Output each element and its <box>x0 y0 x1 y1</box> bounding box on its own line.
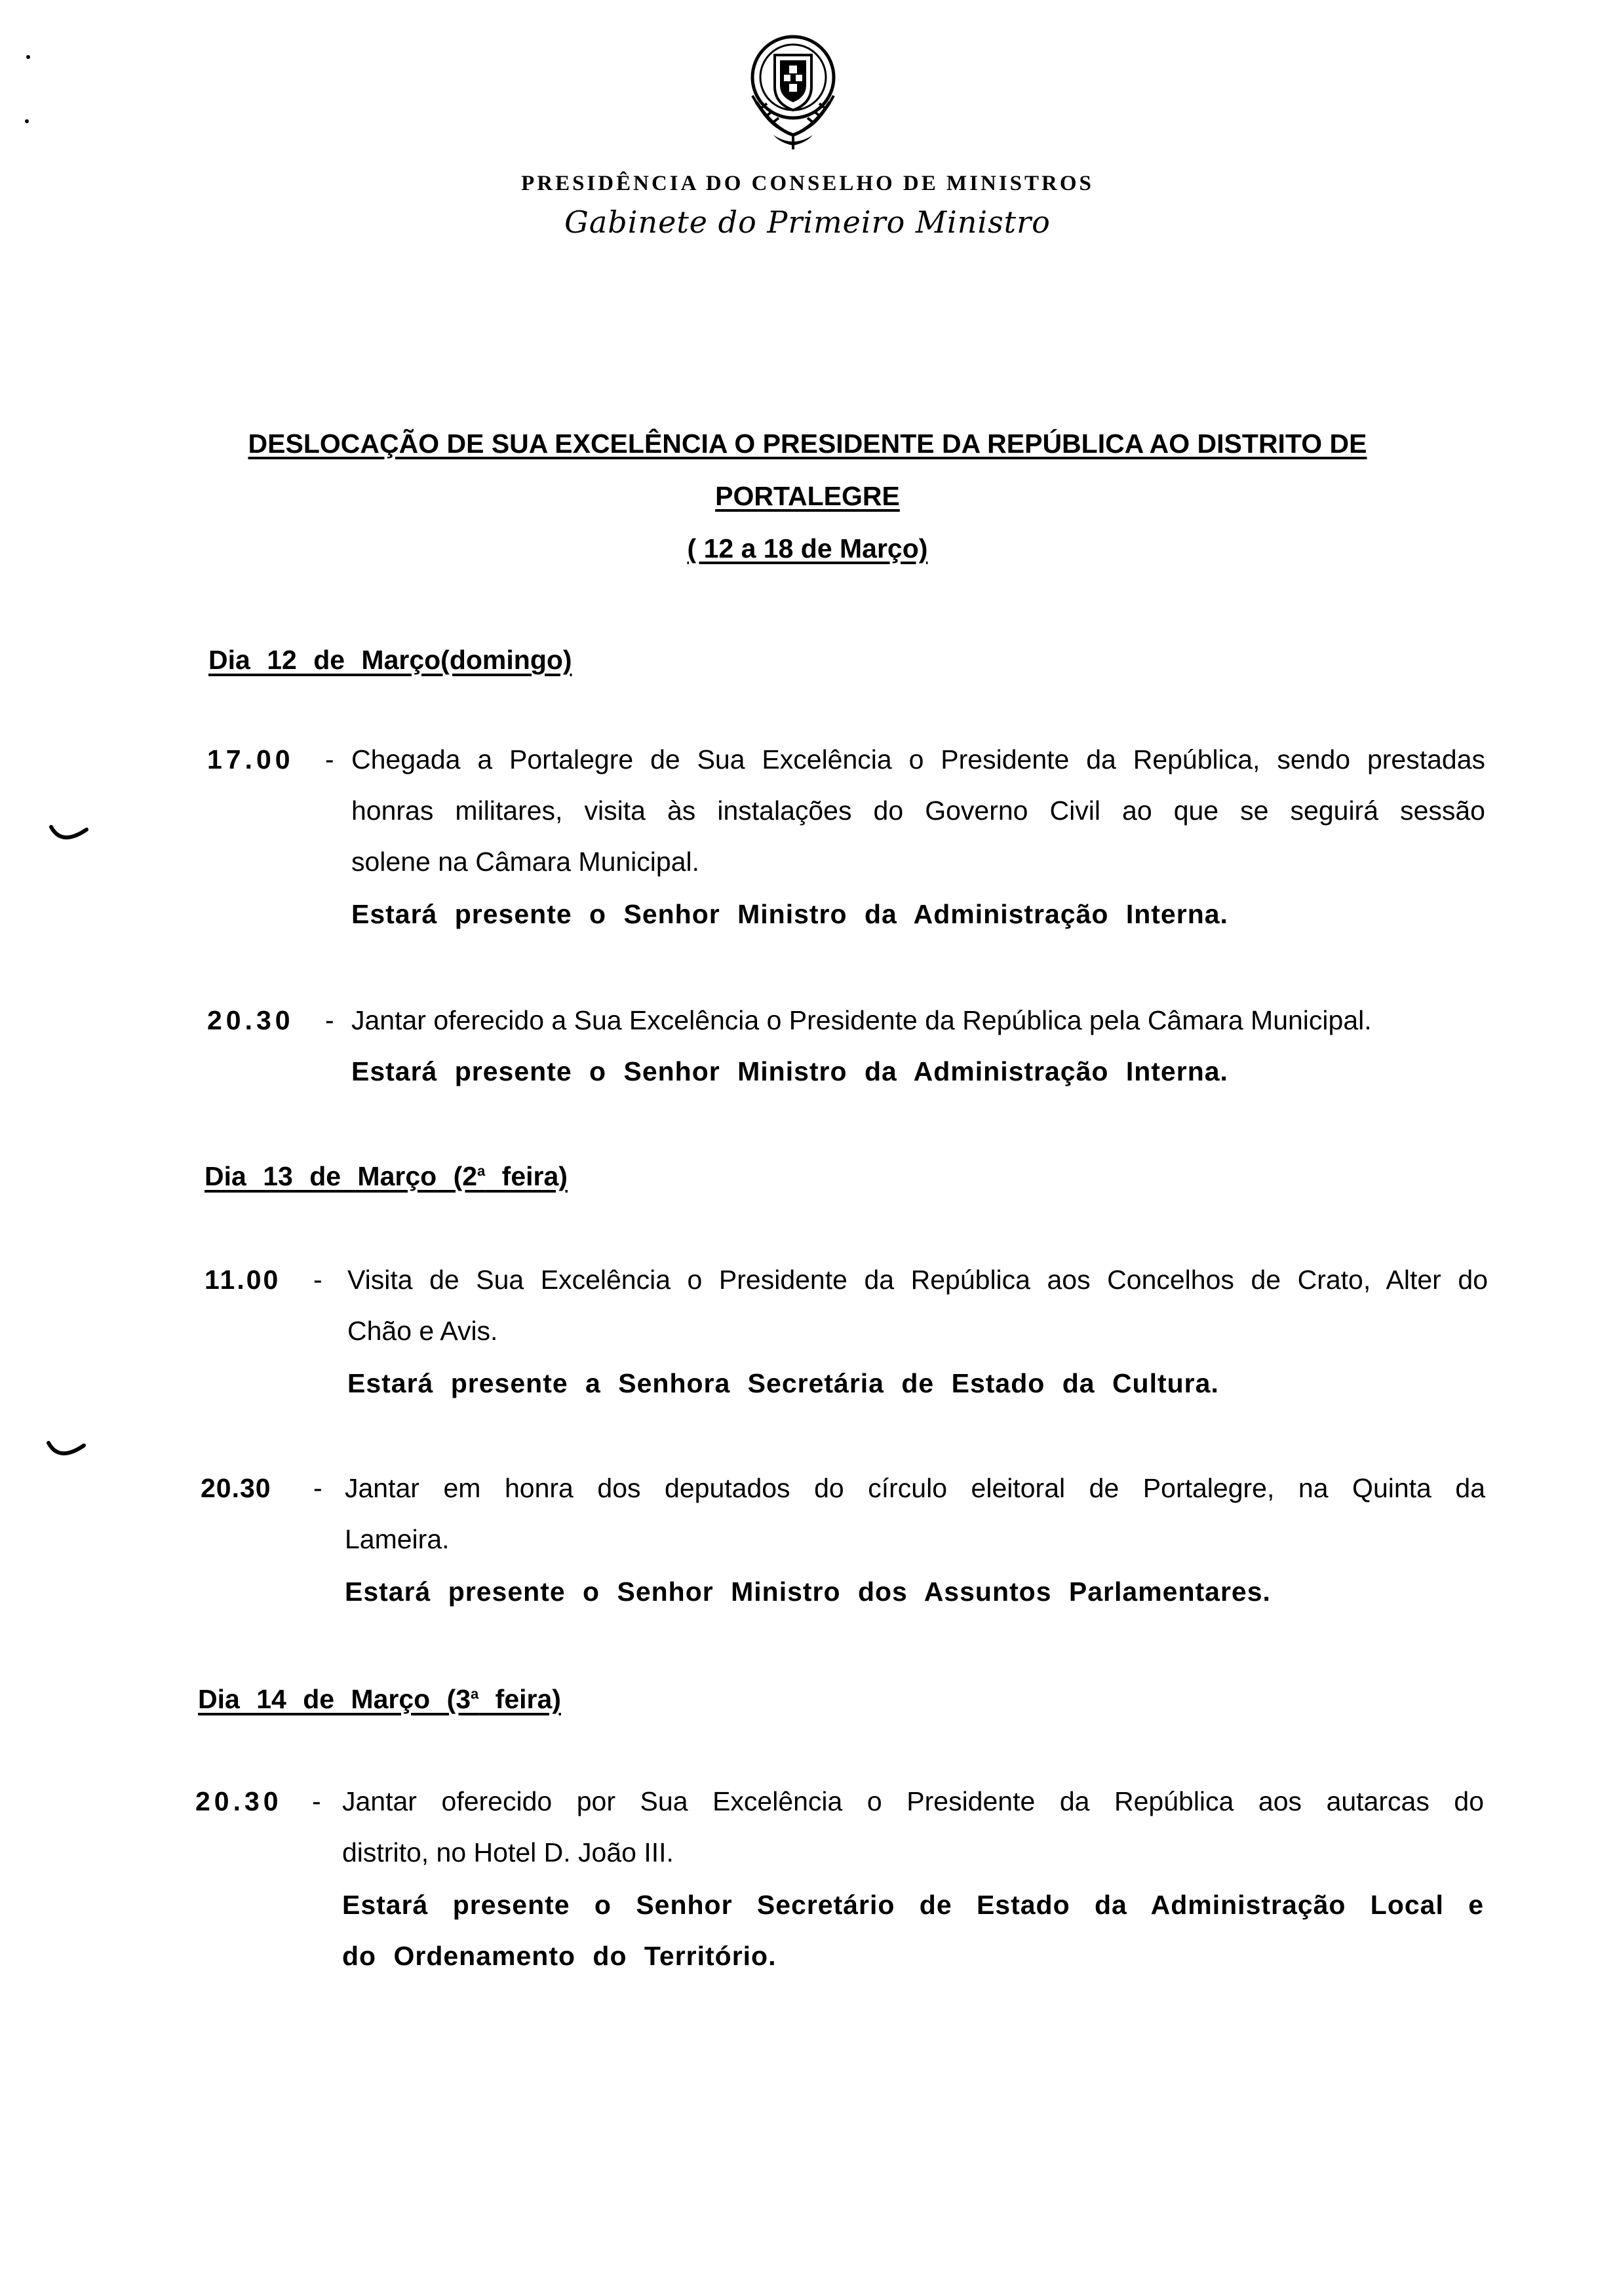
entry-attendance: do Ordenamento do Território. <box>342 1941 777 1971</box>
entry-text-line: Lameira. <box>345 1524 450 1554</box>
margin-check-mark-icon <box>49 823 89 849</box>
entry-text-line: solene na Câmara Municipal. <box>351 847 699 877</box>
day-heading-12: Dia 12 de Março(domingo) <box>208 645 572 675</box>
scan-speck <box>25 119 29 123</box>
coat-of-arms-icon <box>734 30 852 155</box>
margin-check-mark-icon <box>46 1439 87 1465</box>
title-line-3: ( 12 a 18 de Março) <box>687 533 928 564</box>
entry-attendance: Estará presente o Senhor Ministro da Administração Interna. <box>351 899 1228 929</box>
entry-text-line: distrito, no Hotel D. João III. <box>342 1837 674 1867</box>
entry-attendance: Estará presente a Senhora Secretária de Estado da Cultura. <box>347 1368 1219 1398</box>
scan-speck <box>26 55 30 59</box>
entry-text-line: honras militares, visita às instalações do Governo Civil ao que se seguirá sessão <box>351 795 1485 826</box>
entry-time: 20.30 <box>201 1473 271 1503</box>
entry-dash: - <box>325 1005 334 1035</box>
entry-time: 20.30 <box>207 1005 294 1035</box>
title-line-2: PORTALEGRE <box>715 481 900 511</box>
entry-text-line: Visita de Sua Excelência o Presidente da República aos Concelhos de Crato, Alter do <box>347 1265 1488 1295</box>
entry-dash: - <box>313 1473 322 1503</box>
cabinet-script: Gabinete do Primeiro Ministro <box>564 204 1051 240</box>
entry-text-line: Jantar oferecido por Sua Excelência o Presidente da República aos autarcas do <box>342 1786 1484 1816</box>
entry-dash: - <box>325 744 334 775</box>
entry-text-line: Chegada a Portalegre de Sua Excelência o Presidente da República, sendo prestadas <box>351 744 1485 775</box>
entry-time: 17.00 <box>207 744 294 775</box>
entry-text-line: Jantar oferecido a Sua Excelência o Presidente da República pela Câmara Municipal. <box>351 1005 1372 1035</box>
entry-attendance: Estará presente o Senhor Ministro da Administração Interna. <box>351 1056 1228 1086</box>
day-heading-14: Dia 14 de Março (3$^a$ feira) <box>198 1684 561 1714</box>
entry-attendance: Estará presente o Senhor Ministro dos Assuntos Parlamentares. <box>345 1577 1271 1607</box>
entry-dash: - <box>312 1786 321 1816</box>
entry-text-line: Jantar em honra dos deputados do círculo eleitoral de Portalegre, na Quinta da <box>345 1473 1485 1503</box>
entry-attendance: Estará presente o Senhor Secretário de Estado da Administração Local e <box>342 1890 1484 1920</box>
entry-dash: - <box>313 1265 322 1295</box>
entry-text-line: Chão e Avis. <box>347 1316 498 1346</box>
day-heading-13: Dia 13 de Março (2$^a$ feira) <box>204 1161 568 1191</box>
title-line-1: DESLOCAÇÃO DE SUA EXCELÊNCIA O PRESIDENTE DA REPÚBLICA AO DISTRITO DE <box>248 429 1367 459</box>
entry-time: 11.00 <box>204 1265 281 1295</box>
organization-name: PRESIDÊNCIA DO CONSELHO DE MINISTROS <box>521 172 1094 195</box>
entry-time: 20.30 <box>195 1786 282 1816</box>
